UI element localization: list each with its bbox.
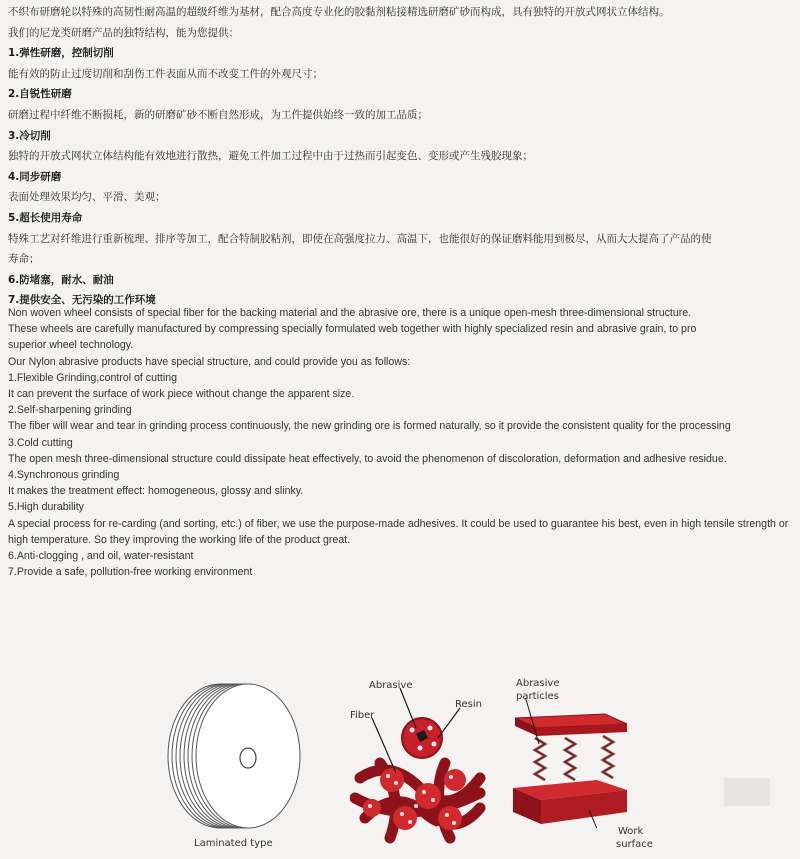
zh-item-3-heading: 3.冷切削: [8, 129, 51, 142]
zh-item-4-text: 表面处理效果均匀、平滑、美观；: [8, 191, 166, 204]
particles-label-line1: Abrasive: [516, 678, 560, 689]
zh-intro-2: 我们的尼龙类研磨产品的独特结构，能为您提供：: [8, 26, 239, 39]
en-item-3-text: The open mesh three-dimensional structure could dissipate heat effectively, to avoid the phenomenon of discoloration, deformation and adhesive residue.: [8, 452, 727, 465]
decorative-tile: [724, 778, 770, 806]
work-label-line2: surface: [616, 839, 653, 850]
zh-item-1-text: 能有效的防止过度切削和刮伤工件表面从而不改变工件的外观尺寸；: [8, 67, 323, 80]
en-para-2: These wheels are carefully manufactured by compressing specially formulated web together with highly specialized resin and abrasive grain, to pro: [8, 323, 697, 336]
en-item-6-heading: 6.Anti-clogging , and oil, water-resistant: [8, 550, 194, 563]
en-item-5-text: A special process for re-carding (and sorting, etc.) of fiber, we use the purpose-made adhesives. It could be used to guarantee his best, even in high tensile strength or high temperature. So they improving the working life of the product great.: [8, 517, 789, 546]
en-para-3: superior wheel technology.: [8, 339, 134, 352]
figures-row: [0, 668, 800, 859]
en-item-1-heading: 1.Flexible Grinding,control of cutting: [8, 371, 177, 384]
en-para-4: Our Nylon abrasive products have special structure, and could provide you as follows:: [8, 355, 411, 368]
work-label-line1: Work: [618, 826, 644, 837]
en-item-1-text: It can prevent the surface of work piece without change the apparent size.: [8, 388, 355, 401]
laminated-wheel-illustration: [160, 678, 310, 838]
fiber-structure-illustration: [350, 668, 490, 858]
en-para-1: Non woven wheel consists of special fiber for the backing material and the abrasive ore, there is a unique open-mesh three-dimensional structure.: [8, 307, 692, 319]
resin-label: Resin: [455, 699, 482, 710]
work-surface-illustration: [505, 698, 645, 828]
zh-item-5-text: 特殊工艺对纤维进行重新梳理、排序等加工，配合特制胶粘剂，即使在高强度拉力、高温下，也能很好的保证磨料能用到极尽，从而大大提高了产品的使: [8, 232, 712, 245]
zh-item-7-heading: 7.提供安全、无污染的工作环境: [8, 294, 156, 307]
particles-label-line2: particles: [516, 691, 559, 702]
en-item-4-text: It makes the treatment effect: homogeneous, glossy and slinky.: [8, 485, 304, 498]
en-item-7-heading: 7.Provide a safe, pollution-free working environment: [8, 566, 253, 579]
zh-intro-1: 不织布研磨轮以特殊的高韧性耐高温的超级纤维为基材，配合高度专业化的胶黏剂粘接精选研磨矿砂而构成，具有独特的开放式网状立体结构。: [8, 6, 670, 18]
laminated-caption: Laminated type: [194, 838, 273, 849]
en-item-5-heading: 5.High durability: [8, 501, 84, 514]
zh-item-4-heading: 4.同步研磨: [8, 170, 62, 183]
zh-item-3-text: 独特的开放式网状立体结构能有效地进行散热，避免工件加工过程中由于过热而引起变色、变形或产生残胶现象；: [8, 150, 533, 163]
zh-item-2-text: 研磨过程中纤维不断损耗，新的研磨矿砂不断自然形成，为工件提供始终一致的加工品质；: [8, 108, 428, 121]
zh-item-5-text-cont: 寿命；: [8, 253, 40, 266]
en-item-3-heading: 3.Cold cutting: [8, 436, 73, 449]
english-section: [8, 305, 800, 580]
en-item-4-heading: 4.Synchronous grinding: [8, 469, 120, 482]
zh-item-2-heading: 2.自锐性研磨: [8, 88, 72, 101]
fiber-label: Fiber: [350, 710, 375, 721]
abrasive-label: Abrasive: [369, 680, 413, 691]
zh-item-1-heading: 1.弹性研磨，控制切削: [8, 47, 114, 60]
zh-item-5-heading: 5.超长使用寿命: [8, 211, 83, 224]
en-item-2-heading: 2.Self-sharpening grinding: [8, 404, 132, 417]
en-item-2-text: The fiber will wear and tear in grinding process continuously, the new grinding ore is formed naturally, so it provide the consistent quality for the processing: [8, 420, 731, 433]
zh-item-6-heading: 6.防堵塞，耐水、耐油: [8, 273, 114, 286]
chinese-section: [8, 2, 798, 311]
